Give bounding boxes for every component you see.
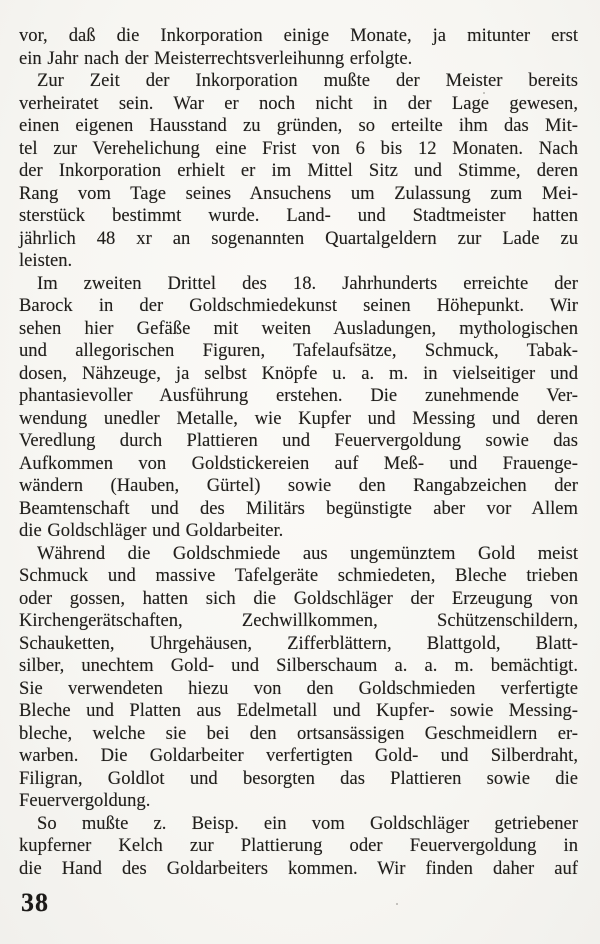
scan-speck [560,418,562,420]
text-line: Aufkommen von Goldstickereien auf Meß- und Frauenge- [19,452,578,474]
text-line: Barock in der Goldschmiedekunst seinen Höhepunkt. Wir [19,295,578,316]
text-line: Im zweiten Drittel des 18. Jahrhunderts erreichte der [37,272,578,294]
scan-speck [483,92,485,94]
text-line: die Hand des Goldarbeiters kommen. Wir finden daher auf [19,857,578,879]
text-line: Feuervergoldung. [19,790,151,811]
text-line: sterstück bestimmt wurde. Land- und Stadtmeister hatten [19,205,578,226]
paragraph [19,25,578,70]
page-number: 38 [21,888,49,917]
text-line: sehen hier Gefäße mit weiten Ausladungen, mythologischen [19,317,578,339]
text-line: wendung unedler Metalle, wie Kupfer und Messing und deren [19,407,578,429]
text-line: leisten. [19,250,73,271]
text-line: Kirchengerätschaften, Zechwillkommen, Schützenschildern, [19,610,578,631]
text-line: Sie verwendeten hiezu von den Goldschmieden verfertigte [19,677,578,699]
text-line: und allegorischen Figuren, Tafelaufsätze, Schmuck, Tabak- [19,340,578,361]
text-line: Filigran, Goldlot und besorgten das Plattieren sowie die [19,767,578,789]
text-line: So mußte z. Beisp. ein vom Goldschläger getriebener [37,812,578,834]
text-line: dosen, Nähzeuge, ja selbst Knöpfe u. a. m. in vielseitiger und [19,362,578,384]
text-line: silber, unechtem Gold- und Silberschaum a. a. m. bemächtigt. [19,655,578,676]
text-line: Veredlung durch Plattieren und Feuervergoldung sowie das [19,430,578,451]
text-line: jährlich 48 xr an sogenannten Quartalgeldern zur Lade zu [19,227,578,249]
text-line: tel zur Verehelichung eine Frist von 6 bis 12 Monaten. Nach [19,137,578,159]
text-line: Rang vom Tage seines Ansuchens um Zulassung zum Mei- [19,182,578,204]
text-line: phantasievoller Ausführung erstehen. Die zunehmende Ver- [19,385,578,406]
scan-speck [396,903,398,905]
text-line: der Inkorporation erhielt er im Mittel Sitz und Stimme, deren [19,160,578,181]
paragraph [19,813,578,881]
paragraph [19,543,578,813]
text-line: vor, daß die Inkorporation einige Monate, ja mitunter erst [19,25,578,46]
text-line: Zur Zeit der Inkorporation mußte der Meister bereits [37,70,578,91]
text-line: verheiratet sein. War er noch nicht in der Lage gewesen, [19,92,578,114]
text-line: die Goldschläger und Goldarbeiter. [19,520,284,541]
text-line: kupferner Kelch zur Plattierung oder Feuervergoldung in [19,835,578,856]
text-line: wändern (Hauben, Gürtel) sowie den Rangabzeichen der [19,475,578,496]
text-line: einen eigenen Hausstand zu gründen, so erteilte ihm das Mit- [19,115,578,136]
text-line: warben. Die Goldarbeiter verfertigten Gold- und Silberdraht, [19,745,578,766]
text-line: bleche, welche sie bei den ortsansässigen Geschmeidlern er- [19,722,578,744]
text-line: oder gossen, hatten sich die Goldschläger der Erzeugung von [19,587,578,609]
text-line: Während die Goldschmiede aus ungemünztem Gold meist [37,542,578,564]
text-line: Schauketten, Uhrgehäusen, Zifferblättern, Blattgold, Blatt- [19,632,578,654]
text-line: Beamtenschaft und des Militärs begünstigte aber vor Allem [19,497,578,519]
paragraph [19,273,578,543]
text-line: Bleche und Platten aus Edelmetall und Kupfer- sowie Messing- [19,700,578,721]
text-line: ein Jahr nach der Meisterrechtsverleihunng erfolgte. [19,47,413,69]
text-block [19,25,578,880]
text-line: Schmuck und massive Tafelgeräte schmiedeten, Bleche trieben [19,565,578,586]
paragraph [19,70,578,273]
